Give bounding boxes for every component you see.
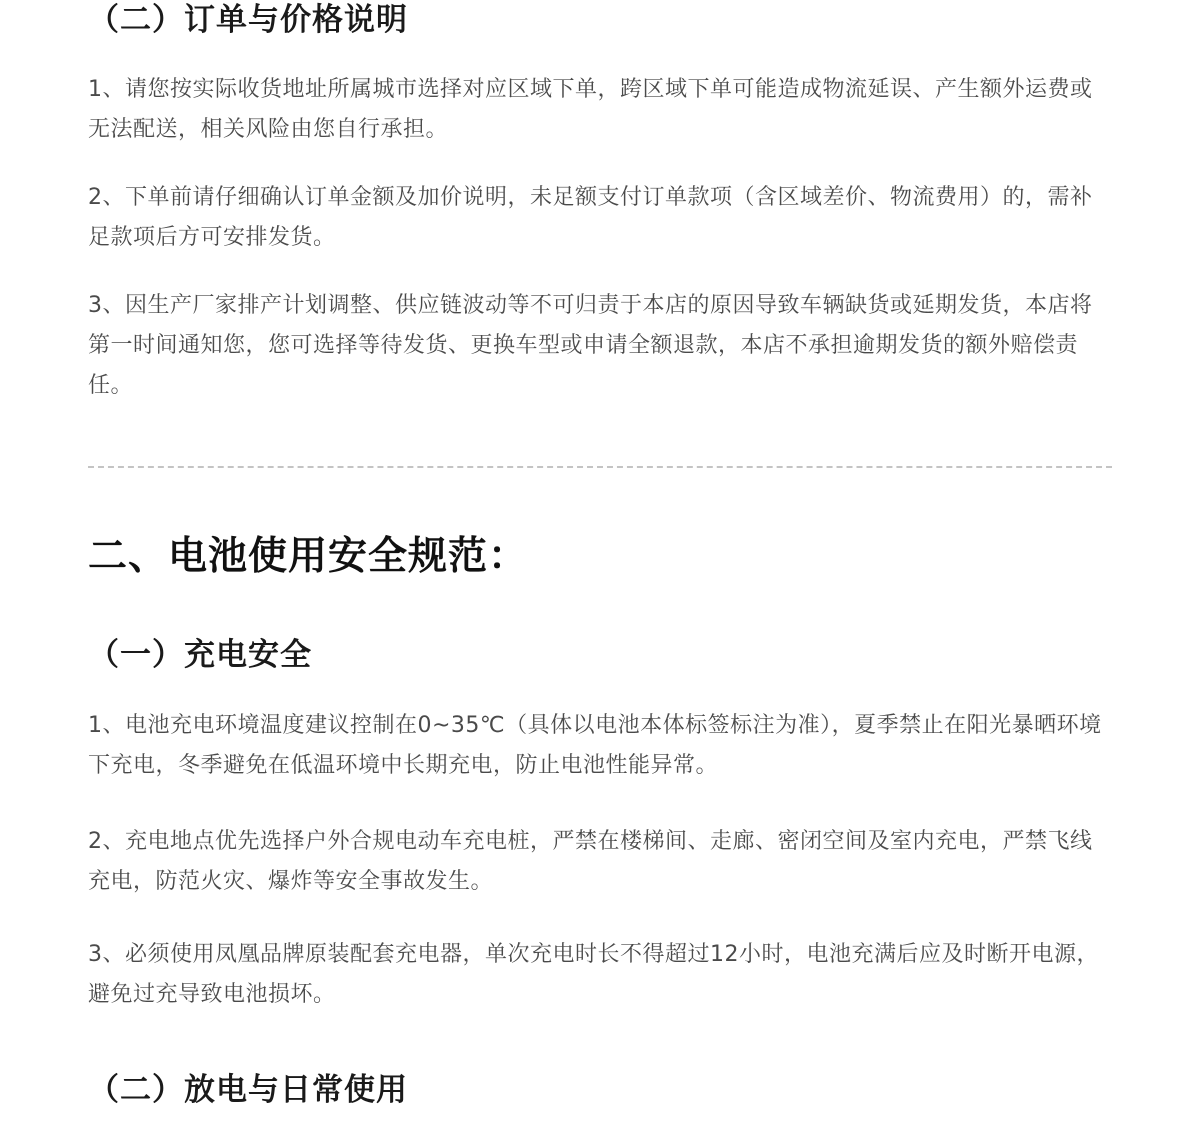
subsection-heading-charging: （一）充电安全 <box>88 637 312 673</box>
charging-item-2: 2、充电地点优先选择户外合规电动车充电桩，严禁在楼梯间、走廊、密闭空间及室内充电，严禁飞线充电，防范火灾、爆炸等安全事故发生。 <box>88 829 1093 894</box>
charging-item-3: 3、必须使用凤凰品牌原装配套充电器，单次充电时长不得超过12小时，电池充满后应及时断开电源，避免过充导致电池损坏。 <box>88 942 1099 1007</box>
subsection-heading-discharge: （二）放电与日常使用 <box>88 1072 408 1108</box>
order-item-1: 1、请您按实际收货地址所属城市选择对应区域下单，跨区域下单可能造成物流延误、产生额外运费或无法配送，相关风险由您自行承担。 <box>88 77 1093 142</box>
order-item-2: 2、下单前请仔细确认订单金额及加价说明，未足额支付订单款项（含区域差价、物流费用）的，需补足款项后方可安排发货。 <box>88 185 1093 250</box>
charging-item-1: 1、电池充电环境温度建议控制在0~35℃（具体以电池本体标签标注为准），夏季禁止在阳光暴晒环境下充电，冬季避免在低温环境中长期充电，防止电池性能异常。 <box>88 713 1102 778</box>
section-heading-order-price: （二）订单与价格说明 <box>88 2 408 38</box>
section-heading-battery: 二、电池使用安全规范： <box>88 534 529 579</box>
order-item-3: 3、因生产厂家排产计划调整、供应链波动等不可归责于本店的原因导致车辆缺货或延期发货，本店将第一时间通知您，您可选择等待发货、更换车型或申请全额退款，本店不承担逾期发货的额外赔偿责任。 <box>88 293 1093 398</box>
section-divider <box>88 466 1112 468</box>
